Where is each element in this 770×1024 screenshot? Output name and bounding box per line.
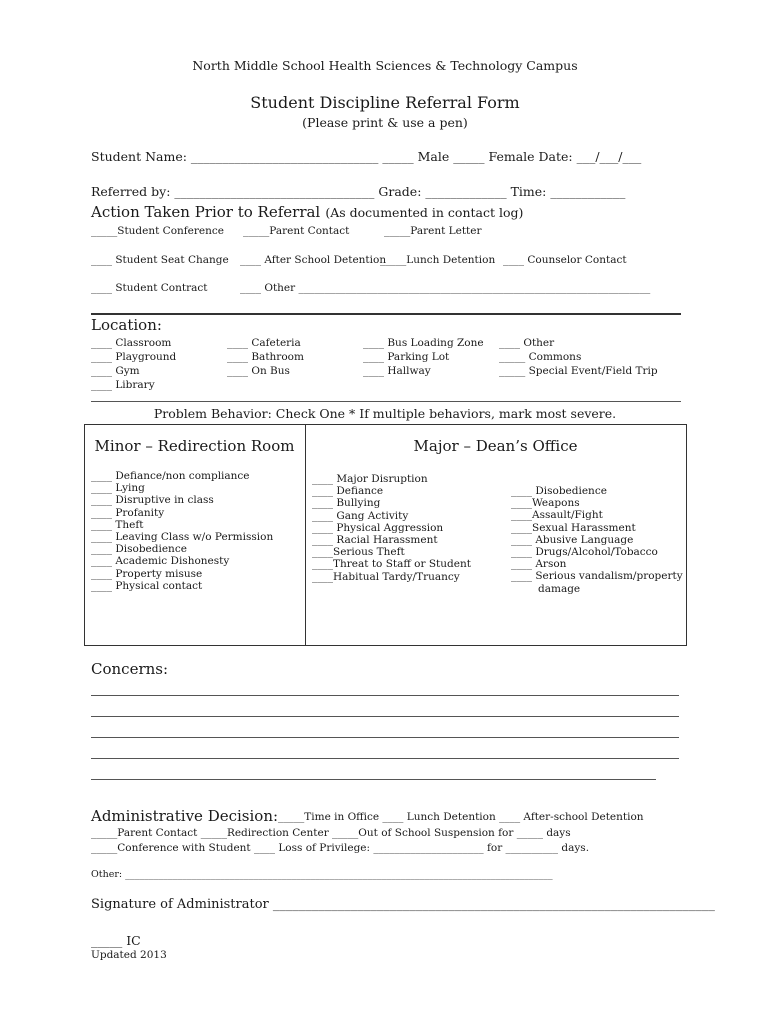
location-col-2	[227, 336, 304, 378]
form-title: Student Discipline Referral Form	[250, 93, 520, 112]
location-playground[interactable]: ____ Playground	[91, 351, 177, 363]
location-gym[interactable]: ____ Gym	[91, 365, 140, 377]
major-behavior-list-right	[511, 485, 683, 595]
option-counselor-contact[interactable]: ____ Counselor Contact	[503, 254, 627, 266]
concerns-line-1[interactable]	[91, 695, 679, 696]
location-divider	[91, 401, 681, 402]
concerns-heading: Concerns:	[91, 660, 169, 678]
location-commons[interactable]: _____ Commons	[499, 351, 582, 363]
location-other[interactable]: ____ Other	[499, 337, 555, 349]
major-disruption[interactable]: ____ Major Disruption	[312, 473, 428, 485]
major-defiance[interactable]: ____ Defiance	[312, 485, 384, 498]
prior-action-note: (As documented in contact log)	[325, 205, 524, 220]
major-threat[interactable]: ____Threat to Staff or Student	[312, 558, 471, 571]
concerns-line-2[interactable]	[91, 716, 679, 717]
option-student-conference[interactable]: _____Student Conference	[91, 225, 224, 237]
option-other-action[interactable]: ____ Other ___________________________________________________________________	[240, 282, 651, 294]
major-disobedience[interactable]: ____ Disobedience	[511, 485, 607, 497]
location-on-bus[interactable]: ____ On Bus	[227, 365, 290, 377]
location-col-1	[91, 336, 176, 392]
location-parking-lot[interactable]: ____ Parking Lot	[363, 351, 450, 363]
decision-line-1[interactable]: _____Time in Office ____ Lunch Detention ____ After-school Detention	[278, 811, 644, 823]
decision-line-2[interactable]: _____Parent Contact _____Redirection Center _____Out of School Suspension for _____ days	[91, 827, 571, 839]
location-bus-loading-zone[interactable]: ____ Bus Loading Zone	[363, 337, 484, 349]
location-col-3	[363, 336, 484, 378]
concerns-line-5[interactable]	[91, 779, 656, 780]
major-bullying[interactable]: ____ Bullying	[312, 497, 381, 510]
minor-physical-contact[interactable]: ____ Physical contact	[91, 579, 203, 592]
major-abusive-language[interactable]: ____ Abusive Language	[511, 533, 634, 546]
minor-theft[interactable]: ____ Theft	[91, 518, 144, 531]
major-weapons[interactable]: ____Weapons	[511, 497, 580, 510]
major-gang-activity[interactable]: ____ Gang Activity	[312, 509, 409, 522]
signature-line[interactable]: Signature of Administrator ____________________________________________________________________	[91, 897, 715, 912]
location-classroom[interactable]: ____ Classroom	[91, 337, 172, 349]
minor-defiance[interactable]: ____ Defiance/non compliance	[91, 470, 250, 482]
major-sexual-harassment[interactable]: ____Sexual Harassment	[511, 521, 636, 534]
prior-action-heading: Action Taken Prior to Referral	[91, 203, 321, 221]
minor-disruptive[interactable]: ____ Disruptive in class	[91, 494, 214, 507]
location-library[interactable]: ____ Library	[91, 379, 155, 391]
decision-heading: Administrative Decision:	[91, 807, 279, 825]
major-vandalism[interactable]: ____ Serious vandalism/property	[511, 570, 683, 583]
minor-title: Minor – Redirection Room	[94, 437, 295, 455]
school-name: North Middle School Health Sciences & Technology Campus	[192, 58, 578, 73]
major-title: Major – Dean’s Office	[413, 437, 578, 455]
location-cafeteria[interactable]: ____ Cafeteria	[227, 337, 301, 349]
major-serious-theft[interactable]: ____Serious Theft	[312, 546, 405, 559]
major-habitual-tardy[interactable]: ____Habitual Tardy/Truancy	[312, 570, 460, 583]
minor-profanity[interactable]: ____ Profanity	[91, 506, 165, 519]
location-hallway[interactable]: ____ Hallway	[363, 365, 431, 377]
location-heading: Location:	[91, 316, 162, 334]
student-info-line[interactable]: Student Name: ______________________________ _____ Male _____ Female Date: ___/___/___	[91, 149, 642, 164]
major-physical-aggression[interactable]: ____ Physical Aggression	[312, 521, 444, 534]
location-bathroom[interactable]: ____ Bathroom	[227, 351, 304, 363]
minor-disobedience[interactable]: ____ Disobedience	[91, 543, 187, 556]
ic-field[interactable]: _____ IC	[91, 933, 141, 948]
major-behavior-list-left	[312, 473, 471, 583]
option-parent-contact[interactable]: _____Parent Contact	[243, 225, 350, 237]
location-special-event[interactable]: _____ Special Event/Field Trip	[499, 365, 658, 377]
minor-behavior-list	[91, 470, 273, 592]
major-racial-harassment[interactable]: ____ Racial Harassment	[312, 534, 438, 547]
major-vandalism-continued: damage	[538, 582, 581, 595]
major-arson[interactable]: ____ Arson	[511, 558, 567, 571]
behavior-instruction: Problem Behavior: Check One * If multiple behaviors, mark most severe.	[153, 406, 617, 421]
prior-action-header	[91, 202, 523, 221]
minor-leaving-class[interactable]: ____ Leaving Class w/o Permission	[91, 531, 274, 544]
concerns-line-4[interactable]	[91, 758, 679, 759]
decision-other[interactable]: Other: __________________________________________________________________________________________	[91, 869, 553, 880]
section-divider	[91, 313, 681, 315]
concerns-line-3[interactable]	[91, 737, 679, 738]
updated-note: Updated 2013	[91, 949, 167, 961]
option-parent-letter[interactable]: _____Parent Letter	[384, 225, 482, 237]
minor-lying[interactable]: ____ Lying	[91, 482, 145, 495]
option-seat-change[interactable]: ____ Student Seat Change	[91, 254, 229, 266]
option-lunch-detention[interactable]: _____Lunch Detention	[380, 254, 496, 266]
major-drugs[interactable]: ____ Drugs/Alcohol/Tobacco	[511, 546, 658, 559]
location-col-4	[499, 336, 658, 378]
minor-property-misuse[interactable]: ____ Property misuse	[91, 567, 203, 580]
minor-academic-dishonesty[interactable]: ____ Academic Dishonesty	[91, 555, 230, 568]
form-subtitle: (Please print & use a pen)	[302, 115, 468, 130]
option-student-contract[interactable]: ____ Student Contract	[91, 282, 208, 294]
option-after-school-detention[interactable]: ____ After School Detention	[240, 254, 387, 266]
major-assault[interactable]: ____Assault/Fight	[511, 509, 603, 522]
decision-line-3[interactable]: _____Conference with Student ____ Loss of Privilege: _____________________ for __________ days.	[91, 842, 590, 854]
referral-info-line[interactable]: Referred by: ________________________________ Grade: _____________ Time: ____________	[91, 184, 626, 199]
behavior-column-divider	[305, 425, 306, 645]
